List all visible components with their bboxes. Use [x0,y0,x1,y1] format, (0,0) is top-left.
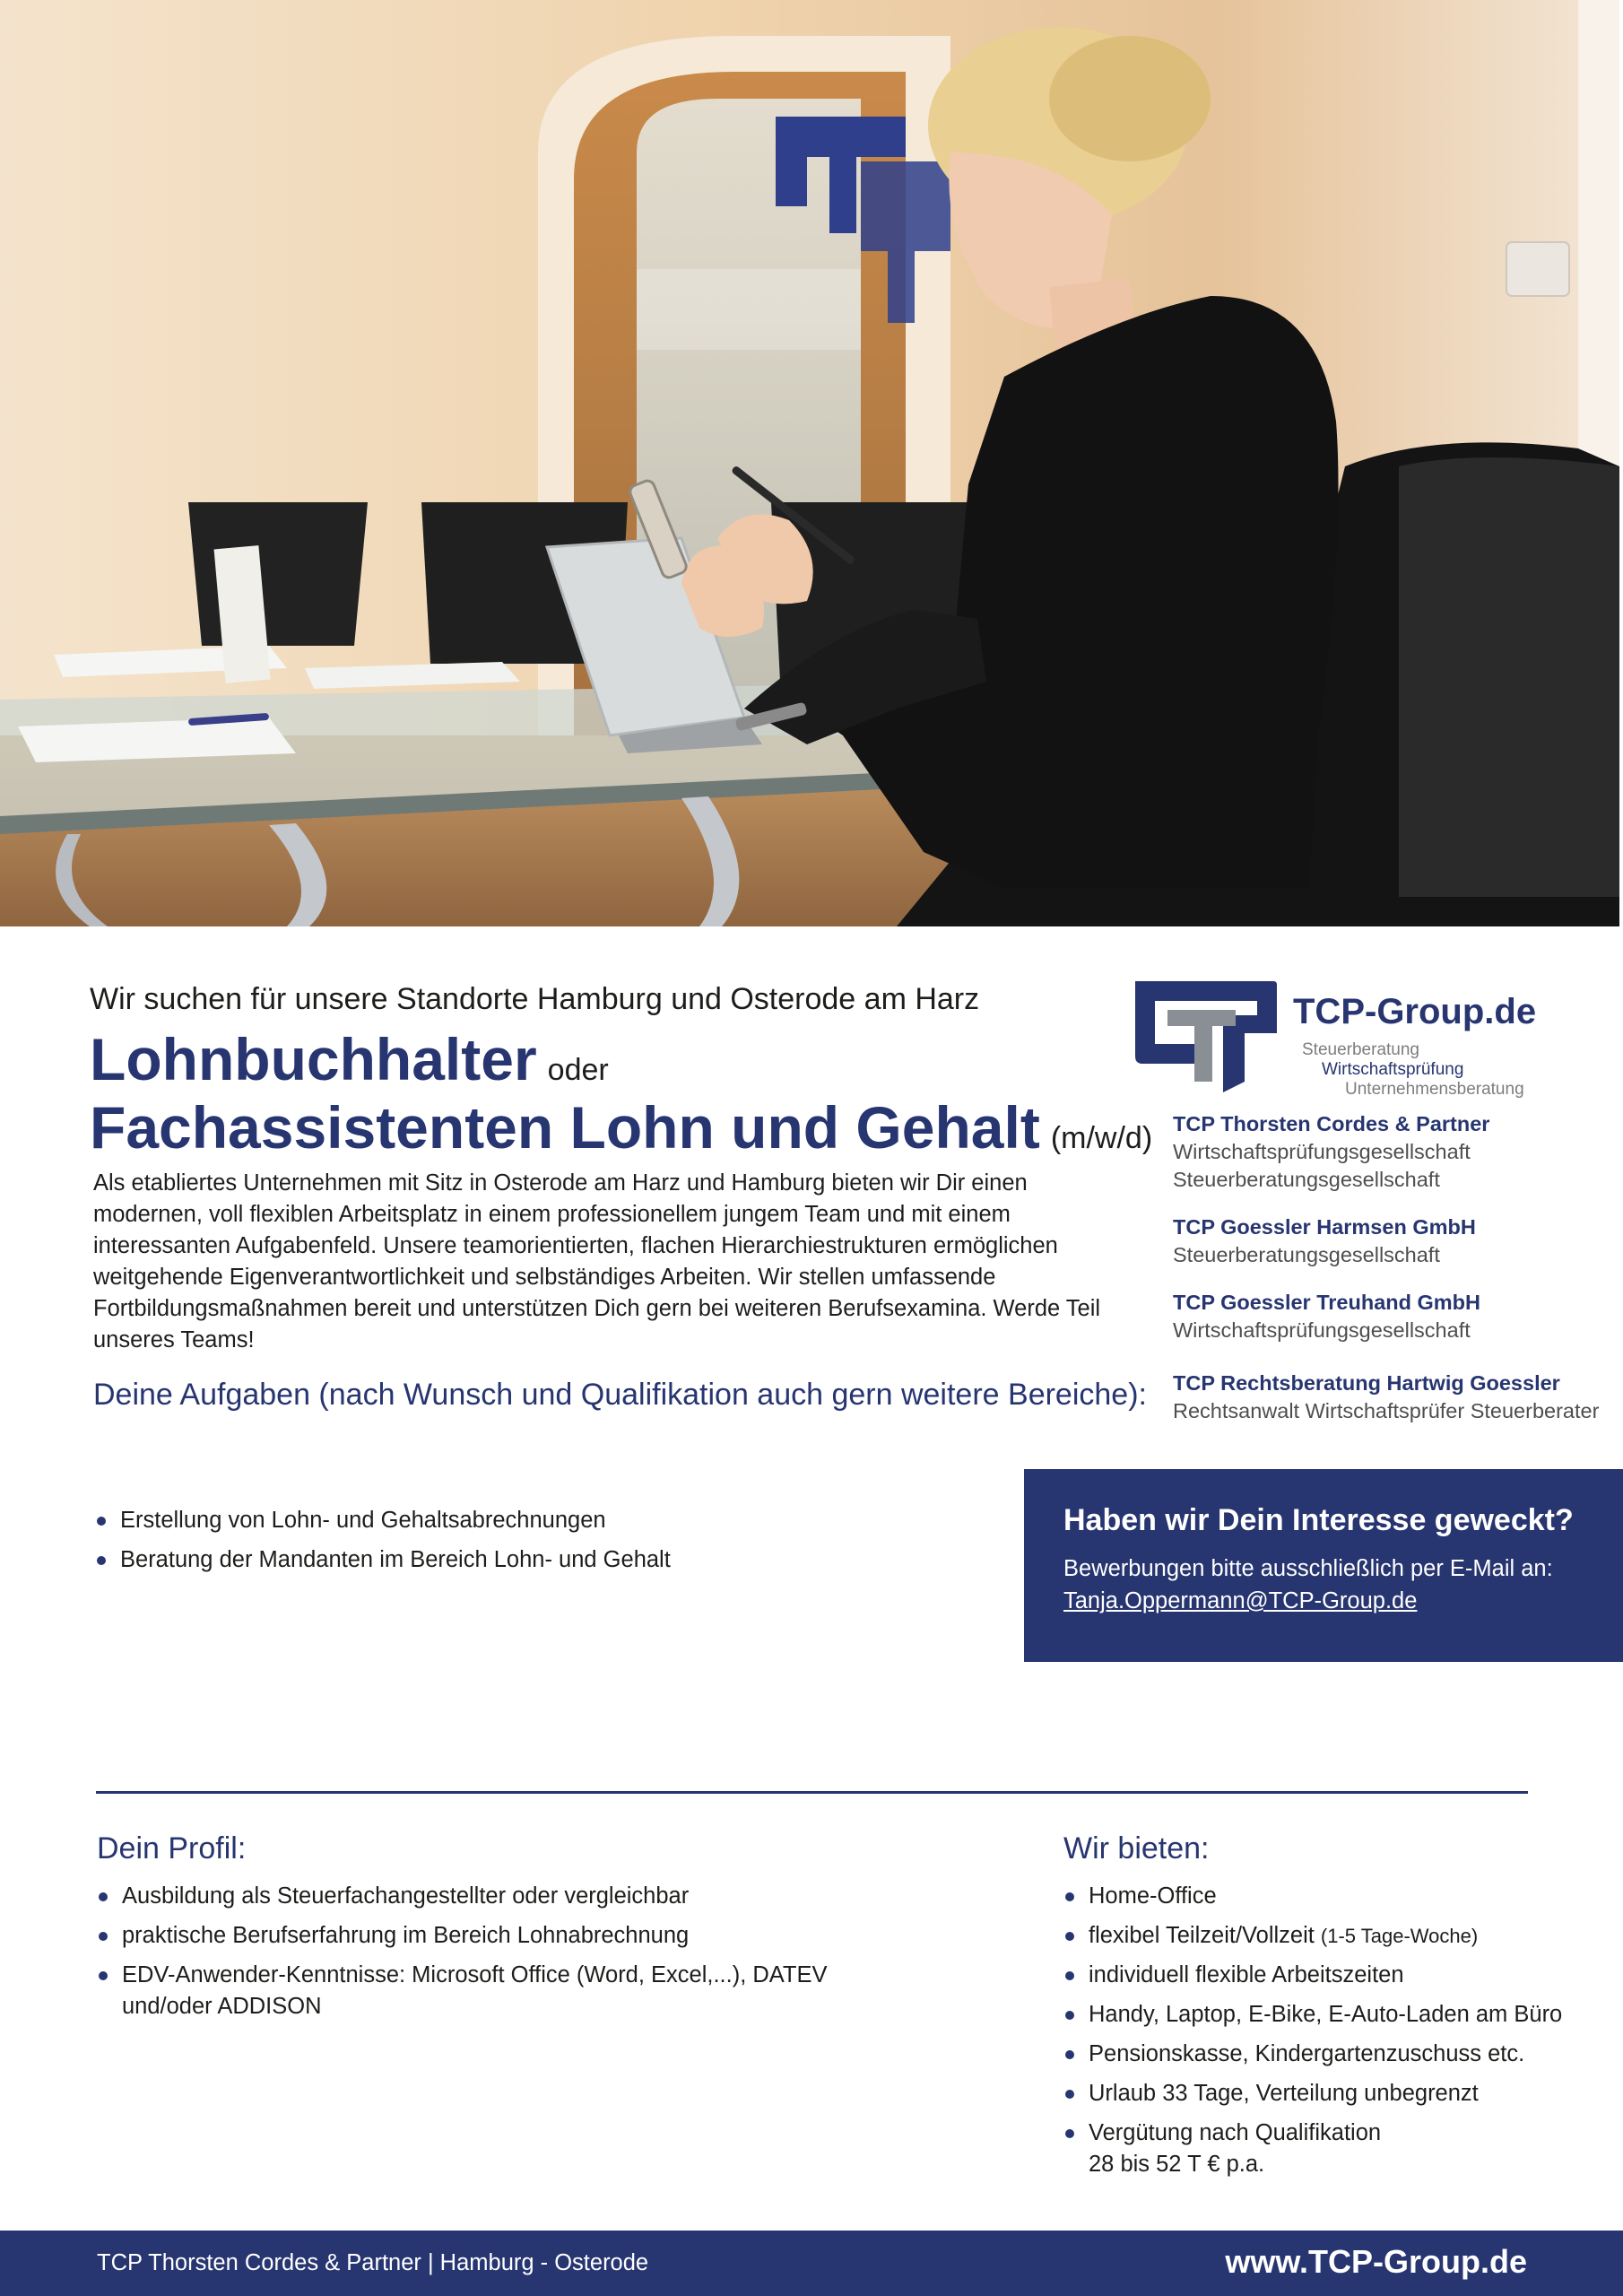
application-text: Bewerbungen bitte ausschließlich per E-Mail an: [1063,1556,1553,1581]
profile-heading: Dein Profil: [97,1831,247,1866]
logo-subtitle-3: Unternehmensberatung [1345,1080,1524,1099]
firm-name: TCP Thorsten Cordes & Partner [1173,1112,1490,1135]
intro-section [90,982,1153,1413]
firm-entry [1173,1370,1621,1425]
profile-item-line: und/oder ADDISON [122,1994,322,2019]
offer-item: Handy, Laptop, E-Bike, E-Auto-Laden am Büro [1063,1999,1619,2031]
offer-item-line: Vergütung nach Qualifikation [1089,2120,1382,2145]
firm-name: TCP Rechtsberatung Hartwig Goessler [1173,1371,1560,1395]
firm-description: Rechtsanwalt Wirtschaftsprüfer Steuerberater [1173,1399,1600,1422]
profile-item: praktische Berufserfahrung im Bereich Lohnabrechnung [97,1920,868,1952]
offer-item: Urlaub 33 Tage, Verteilung unbegrenzt [1063,2078,1619,2109]
tcp-logo-mark-icon [1130,976,1282,1092]
firm-name: TCP Goessler Treuhand GmbH [1173,1291,1481,1314]
tcp-logo [1130,976,1537,1101]
firm-description: Steuerberatungsgesellschaft [1173,1168,1440,1191]
offer-item: individuell flexible Arbeitszeiten [1063,1960,1619,1991]
logo-subtitle-1: Steuerberatung [1302,1040,1419,1059]
offer-item: Pensionskasse, Kindergartenzuschuss etc. [1063,2039,1619,2070]
job-title-2-text: Fachassistenten Lohn und Gehalt [90,1093,1040,1161]
application-box [1024,1469,1623,1662]
offer-item-note: (1-5 Tage-Woche) [1320,1925,1479,1947]
task-item: Erstellung von Lohn- und Gehaltsabrechnungen [95,1505,992,1536]
job-title-2-suffix: (m/w/d) [1050,1120,1153,1155]
firm-description: Wirtschaftsprüfungsgesellschaft [1173,1318,1471,1342]
offer-item-text: flexibel Teilzeit/Vollzeit [1089,1923,1315,1948]
firm-name: TCP Goessler Harmsen GmbH [1173,1215,1476,1239]
firm-entry [1173,1213,1621,1269]
task-item: Beratung der Mandanten im Bereich Lohn- und Gehalt [95,1544,992,1576]
job-title-1-suffix: oder [547,1053,609,1087]
offer-section [1063,1831,1619,2188]
firm-description: Wirtschaftsprüfungsgesellschaft [1173,1140,1471,1163]
company-description: Als etabliertes Unternehmen mit Sitz in Osterode am Harz und Hamburg bieten wir Dir einen modernen, voll flexiblen Arbeitsplatz in einem professionellem jungem Team und mit einem interessanten Aufgabenfeld. Unsere teamorientierten, flachen Hierarchiestrukturen ermöglichen weitgehende Eigenverantwortlichkeit und selbständiges Arbeiten. Wir stellen umfassende Fortbildungsmaßnahmen bereit und unterstützen Dich gern bei weiteren Berufsexamina. Werde Teil unseres Teams! [93,1170,1101,1352]
firm-entry [1173,1289,1621,1344]
application-email-link[interactable]: Tanja.Oppermann@TCP-Group.de [1063,1588,1418,1613]
profile-item [97,1960,868,2022]
hero-photo [0,0,1619,926]
intro-line: Wir suchen für unsere Standorte Hamburg und Osterode am Harz [90,982,980,1016]
offer-item-line: 28 bis 52 T € p.a. [1089,2152,1265,2177]
footer-website-link[interactable]: www.TCP-Group.de [1225,2243,1527,2280]
job-title-2 [90,1093,1153,1162]
application-title: Haben wir Dein Interesse geweckt? [1063,1503,1574,1537]
job-title-1-text: Lohnbuchhalter [90,1026,537,1092]
offer-heading: Wir bieten: [1063,1831,1210,1866]
profile-section [97,1831,868,2031]
profile-item-line: EDV-Anwender-Kenntnisse: Microsoft Office (Word, Excel,...), DATEV [122,1962,828,1987]
firm-description: Steuerberatungsgesellschaft [1173,1243,1440,1266]
profile-item: Ausbildung als Steuerfachangestellter oder vergleichbar [97,1881,868,1912]
footer-bar [0,2231,1623,2296]
firm-entry [1173,1110,1621,1194]
logo-subtitle-2: Wirtschaftsprüfung [1322,1060,1464,1079]
tasks-heading: Deine Aufgaben (nach Wunsch und Qualifikation auch gern weitere Bereiche): [93,1377,1147,1412]
offer-item: Home-Office [1063,1881,1619,1912]
task-list [95,1505,992,1584]
section-divider [96,1791,1528,1794]
firm-list [1173,1110,1621,1445]
footer-company: TCP Thorsten Cordes & Partner | Hamburg - Osterode [97,2250,649,2275]
office-scene-illustration [0,0,1619,926]
offer-item [1063,2118,1619,2180]
logo-name: TCP-Group.de [1293,992,1537,1031]
offer-item [1063,1920,1619,1952]
job-title-1 [90,1026,1121,1094]
